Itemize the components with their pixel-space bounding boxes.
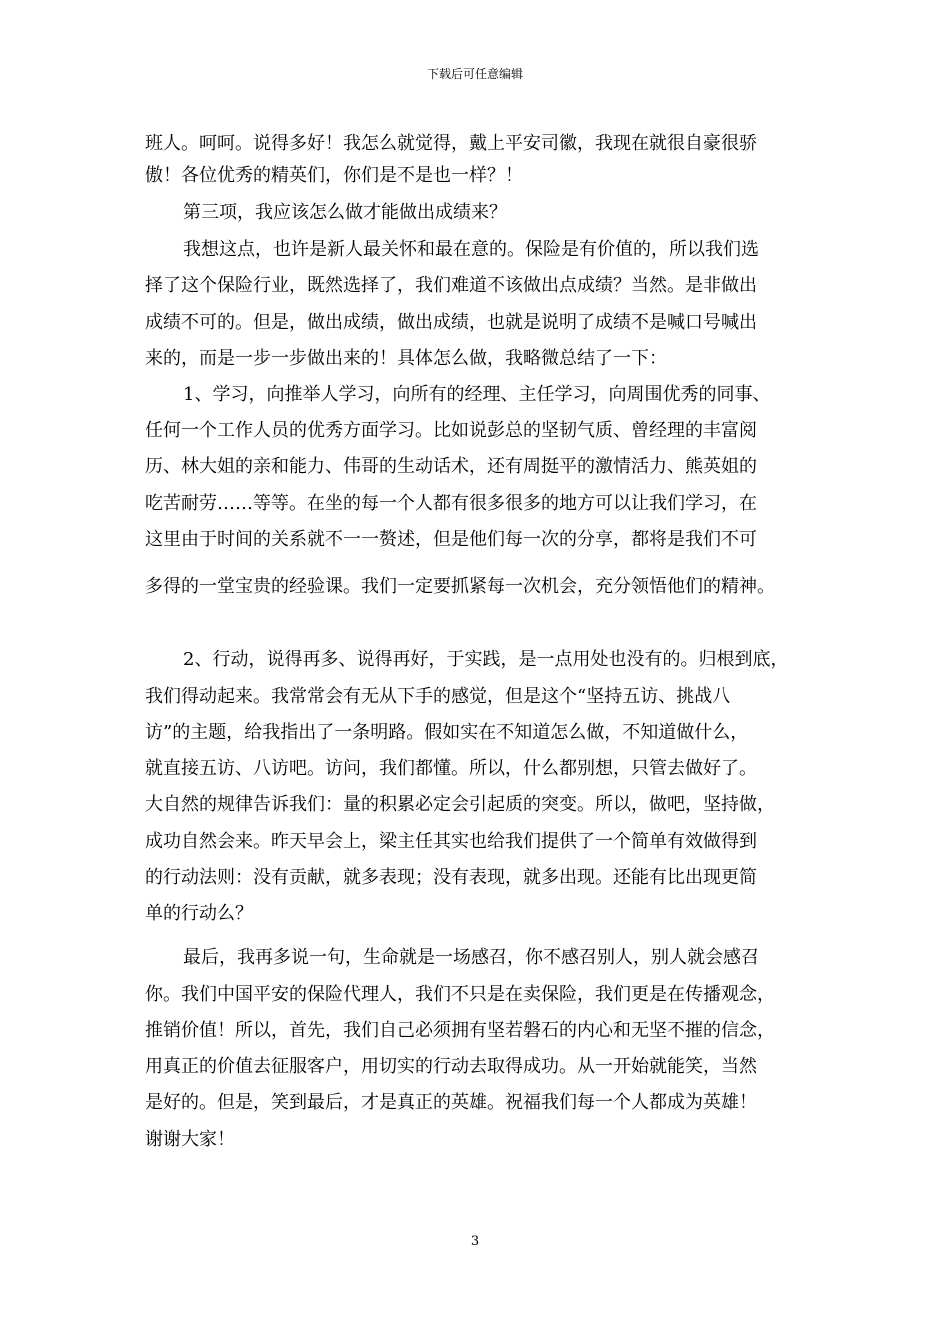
text-line: 的行动法则：没有贡献，就多表现；没有表现，就多出现。还能有比出现更简 — [145, 867, 757, 888]
text-line: 大自然的规律告诉我们：量的积累必定会引起质的突变。所以，做吧，坚持做， — [145, 794, 775, 815]
text-line: 谢谢大家！ — [145, 1129, 235, 1150]
text-line: 傲！各位优秀的精英们，你们是不是也一样？！ — [145, 165, 523, 186]
text-line: 这里由于时间的关系就不一一赘述，但是他们每一次的分享，都将是我们不可 — [145, 529, 757, 550]
page-header: 下载后可任意编辑 — [426, 67, 523, 81]
text-line: 任何一个工作人员的优秀方面学习。比如说彭总的坚韧气质、曾经理的丰富阅 — [145, 420, 757, 441]
text-line: 访”的主题，给我指出了一条明路。假如实在不知道怎么做，不知道做什么， — [145, 722, 749, 743]
text-line: 成功自然会来。昨天早会上，梁主任其实也给我们提供了一个简单有效做得到 — [145, 831, 757, 852]
text-line: 我想这点，也许是新人最关怀和最在意的。保险是有价值的，所以我们选 — [183, 239, 759, 260]
page-number: 3 — [470, 1234, 480, 1249]
text-line: 用真正的价值去征服客户，用切实的行动去取得成功。从一开始就能笑，当然 — [145, 1056, 757, 1077]
text-line: 最后，我再多说一句，生命就是一场感召，你不感召别人，别人就会感召 — [183, 947, 759, 968]
text-line: 就直接五访、八访吧。访问，我们都懂。所以，什么都别想，只管去做好了。 — [145, 758, 757, 779]
text-line: 你。我们中国平安的保险代理人，我们不只是在卖保险，我们更是在传播观念， — [145, 984, 775, 1005]
text-line: 多得的一堂宝贵的经验课。我们一定要抓紧每一次机会，充分领悟他们的精神。 — [145, 576, 775, 597]
text-line: 成绩不可的。但是，做出成绩，做出成绩，也就是说明了成绩不是喊口号喊出 — [145, 312, 757, 333]
text-line: 来的，而是一步一步做出来的！具体怎么做，我略微总结了一下： — [145, 348, 667, 369]
text-line: 吃苦耐劳……等等。在坐的每一个人都有很多很多的地方可以让我们学习，在 — [145, 493, 757, 514]
text-line: 班人。呵呵。说得多好！我怎么就觉得，戴上平安司徽，我现在就很自豪很骄 — [145, 133, 757, 154]
section-heading: 第三项，我应该怎么做才能做出成绩来？ — [183, 202, 507, 223]
text-line: 推销价值！所以，首先，我们自己必须拥有坚若磐石的内心和无坚不摧的信念， — [145, 1020, 775, 1041]
text-line: 1、学习，向推举人学习，向所有的经理、主任学习，向周围优秀的同事、 — [183, 384, 771, 405]
text-line: 我们得动起来。我常常会有无从下手的感觉，但是这个“坚持五访、挑战八 — [145, 686, 731, 707]
text-line: 择了这个保险行业，既然选择了，我们难道不该做出点成绩？当然。是非做出 — [145, 275, 757, 296]
text-line: 2、行动，说得再多、说得再好，于实践，是一点用处也没有的。归根到底， — [183, 649, 789, 670]
text-line: 是好的。但是，笑到最后，才是真正的英雄。祝福我们每一个人都成为英雄！ — [145, 1092, 757, 1113]
text-line: 单的行动么？ — [145, 903, 253, 924]
text-line: 历、林大姐的亲和能力、伟哥的生动话术，还有周挺平的激情活力、熊英姐的 — [145, 456, 757, 477]
